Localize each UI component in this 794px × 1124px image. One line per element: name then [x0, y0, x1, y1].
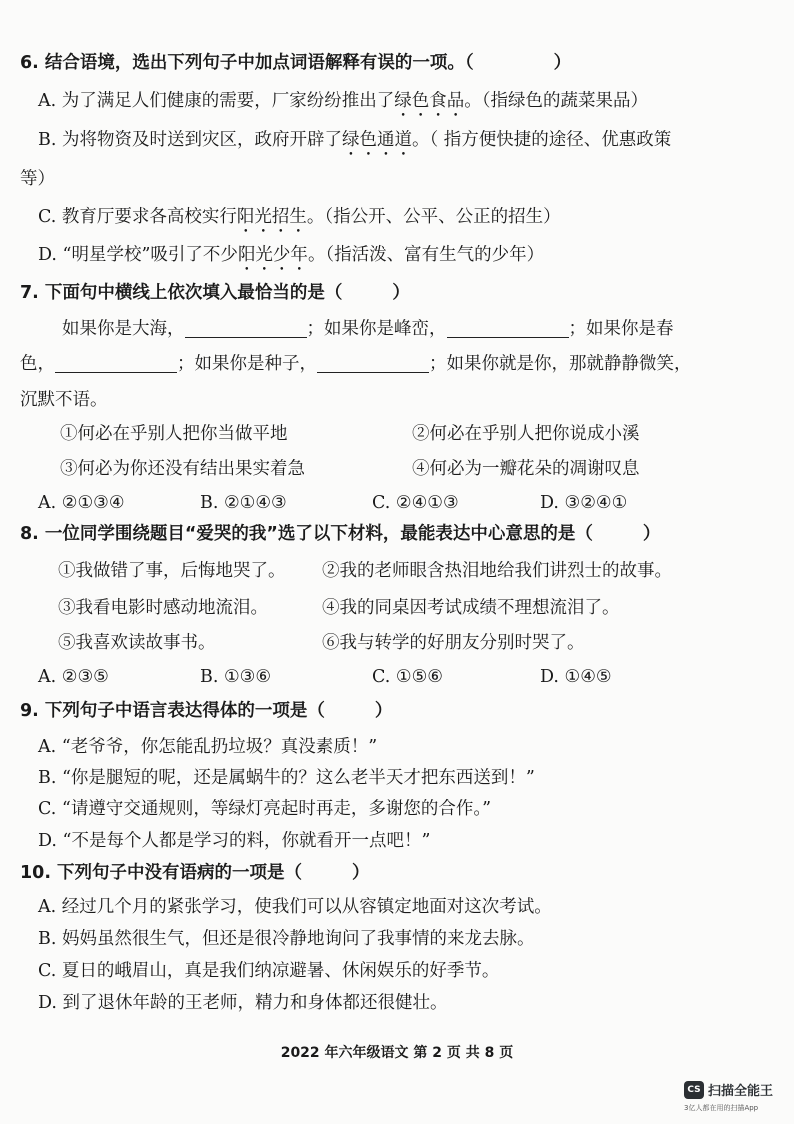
q9-option-a[interactable]: A. “老爷爷，你怎能乱扔垃圾？真没素质！” — [38, 737, 378, 757]
q9-option-c[interactable]: C. “请遵守交通规则，等绿灯亮起时再走，多谢您的合作。” — [38, 799, 492, 819]
q10-option-c[interactable]: C. 夏日的峨眉山，真是我们纳凉避暑、休闲娱乐的好季节。 — [38, 961, 500, 981]
q7-choice-c[interactable]: C. ②④①③ — [372, 493, 459, 513]
q7-blank-1[interactable] — [185, 319, 307, 338]
q10-option-a[interactable]: A. 经过几个月的紧张学习，使我们可以从容镇定地面对这次考试。 — [38, 897, 552, 917]
q7-choice-d[interactable]: D. ③②④① — [540, 493, 628, 513]
q6-option-b: B. 为将物资及时送到灾区，政府开辟了绿色通道。（ 指方便快捷的途径、优惠政策 — [38, 130, 672, 150]
scanner-watermark — [684, 1078, 790, 1118]
q9-option-d[interactable]: D. “不是每个人都是学习的料，你就看开一点吧！” — [38, 831, 431, 851]
q7-line1: 如果你是大海， ；如果你是峰峦， ；如果你是春 — [62, 319, 674, 339]
q9-stem: 9. 下列句子中语言表达得体的一项是（ ） — [20, 701, 393, 721]
q6-option-a: A. 为了满足人们健康的需要，厂家纷纷推出了绿色食品。（指绿色的蔬菜果品） — [38, 91, 649, 111]
q6-option-d: D. “明星学校”吸引了不少阳光少年。（指活泼、富有生气的少年） — [38, 245, 545, 265]
camscanner-logo-icon: CS — [684, 1081, 704, 1099]
q7-stem: 7. 下面句中横线上依次填入最恰当的是（ ） — [20, 283, 410, 303]
q8-material-2: ②我的老师眼含热泪地给我们讲烈士的故事。 — [322, 561, 672, 581]
q8-material-4: ④我的同桌因考试成绩不理想流泪了。 — [322, 598, 620, 618]
q7-line2: 色， ；如果你是种子， ；如果你就是你，那就静静微笑， — [20, 354, 692, 374]
watermark-tagline: 3亿人都在用的扫描App — [684, 1104, 759, 1112]
watermark-app-name: 扫描全能王 — [708, 1084, 774, 1099]
q7-phrase-2: ②何必在乎别人把你说成小溪 — [412, 424, 640, 444]
q8-material-1: ①我做错了事，后悔地哭了。 — [58, 561, 286, 581]
q7-phrase-4: ④何必为一瓣花朵的凋谢叹息 — [412, 459, 640, 479]
q8-choice-c[interactable]: C. ①⑤⑥ — [372, 667, 443, 687]
q8-choice-b[interactable]: B. ①③⑥ — [200, 667, 272, 687]
q10-option-b[interactable]: B. 妈妈虽然很生气，但还是很冷静地询问了我事情的来龙去脉。 — [38, 929, 535, 949]
q8-material-3: ③我看电影时感动地流泪。 — [58, 598, 268, 618]
q6-option-c: C. 教育厅要求各高校实行阳光招生。（指公开、公平、公正的招生） — [38, 207, 561, 227]
q10-option-d[interactable]: D. 到了退休年龄的王老师，精力和身体都还很健壮。 — [38, 993, 448, 1013]
q7-blank-3[interactable] — [55, 354, 177, 373]
q7-phrase-3: ③何必为你还没有结出果实着急 — [60, 459, 305, 479]
q7-line3: 沉默不语。 — [20, 390, 108, 410]
q10-stem: 10. 下列句子中没有语病的一项是（ ） — [20, 863, 370, 883]
q8-choice-d[interactable]: D. ①④⑤ — [540, 667, 612, 687]
q8-material-6: ⑥我与转学的好朋友分别时哭了。 — [322, 633, 585, 653]
q7-choice-b[interactable]: B. ②①④③ — [200, 493, 287, 513]
q6-stem: 6. 结合语境，选出下列句子中加点词语解释有误的一项。（ ） — [20, 53, 572, 73]
q8-material-5: ⑤我喜欢读故事书。 — [58, 633, 216, 653]
q9-option-b[interactable]: B. “你是腿短的呢，还是属蜗牛的？这么老半天才把东西送到！” — [38, 768, 535, 788]
q6-option-b-cont: 等） — [20, 169, 55, 189]
q8-choice-a[interactable]: A. ②③⑤ — [38, 667, 109, 687]
page-footer: 2022 年六年级语文 第 2 页 共 8 页 — [280, 1045, 514, 1061]
q7-blank-4[interactable] — [317, 354, 429, 373]
q8-stem: 8. 一位同学围绕题目“爱哭的我”选了以下材料，最能表达中心意思的是（ ） — [20, 524, 661, 544]
q7-phrase-1: ①何必在乎别人把你当做平地 — [60, 424, 288, 444]
q7-choice-a[interactable]: A. ②①③④ — [38, 493, 125, 513]
q7-blank-2[interactable] — [447, 319, 569, 338]
